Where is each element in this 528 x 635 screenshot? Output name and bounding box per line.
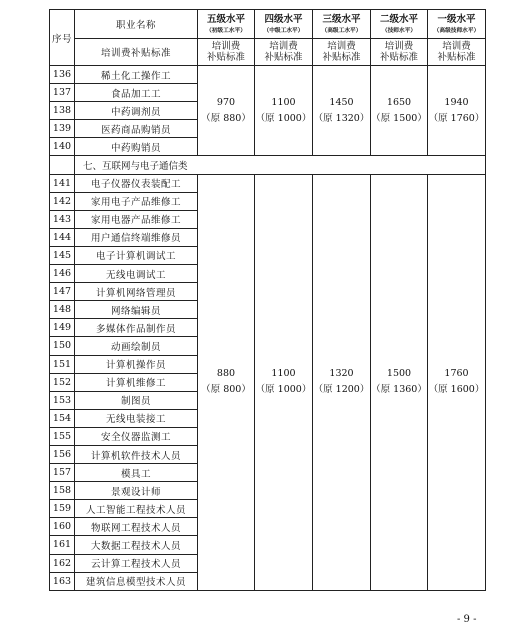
level-subtitle: （中级工水平） bbox=[263, 27, 304, 34]
row-number: 152 bbox=[50, 373, 75, 391]
level-header bbox=[198, 10, 255, 39]
occupation-name: 家用电器产品维修工 bbox=[75, 210, 198, 228]
subsidy-amount bbox=[198, 66, 255, 156]
occupation-name: 多媒体作品制作员 bbox=[75, 319, 198, 337]
category-spacer bbox=[50, 156, 75, 174]
subsidy-amount bbox=[255, 174, 313, 590]
header-row-standard bbox=[50, 39, 486, 66]
occupation-name: 安全仪器监测工 bbox=[75, 427, 198, 445]
subsidy-value: 1760 bbox=[444, 368, 469, 380]
page-number: - 9 - bbox=[457, 614, 477, 625]
occupation-name: 计算机操作员 bbox=[75, 355, 198, 373]
row-number: 140 bbox=[50, 138, 75, 156]
row-number: 138 bbox=[50, 102, 75, 120]
subsidy-value: 1100 bbox=[271, 368, 296, 380]
occupation-name: 电子计算机调试工 bbox=[75, 246, 198, 264]
level-standard-line: 补贴标准 bbox=[437, 52, 476, 63]
level-standard-line: 培训费 bbox=[269, 41, 298, 52]
level-header bbox=[313, 10, 371, 39]
subsidy-value: 1500 bbox=[386, 368, 412, 380]
subsidy-amount bbox=[313, 174, 371, 590]
level-title: 三级水平 bbox=[322, 14, 361, 25]
row-number: 153 bbox=[50, 391, 75, 409]
subsidy-original: （原 1500） bbox=[371, 112, 427, 124]
subsidy-table bbox=[49, 9, 486, 591]
row-number: 149 bbox=[50, 319, 75, 337]
level-standard-line: 培训费 bbox=[327, 41, 356, 52]
level-title: 四级水平 bbox=[264, 14, 303, 25]
subsidy-amount bbox=[371, 66, 428, 156]
level-standard-line: 补贴标准 bbox=[264, 52, 303, 63]
table-row bbox=[50, 174, 486, 192]
row-number: 136 bbox=[50, 66, 75, 84]
occupation-name: 无线电装接工 bbox=[75, 409, 198, 427]
category-title: 七、互联网与电子通信类 bbox=[75, 156, 486, 174]
subsidy-original: （原 1000） bbox=[255, 112, 312, 124]
level-header bbox=[255, 10, 313, 39]
occupation-name: 计算机网络管理员 bbox=[75, 283, 198, 301]
row-number: 147 bbox=[50, 283, 75, 301]
occupation-name: 模具工 bbox=[75, 464, 198, 482]
subsidy-value: 970 bbox=[216, 96, 236, 108]
level-standard-line: 补贴标准 bbox=[206, 52, 245, 63]
row-number: 157 bbox=[50, 464, 75, 482]
subsidy-original: （原 1600） bbox=[428, 384, 485, 396]
subsidy-original: （原 1360） bbox=[371, 384, 427, 396]
occupation-name: 人工智能工程技术人员 bbox=[75, 500, 198, 518]
occupation-name: 家用电子产品维修工 bbox=[75, 192, 198, 210]
row-number: 161 bbox=[50, 536, 75, 554]
row-number: 142 bbox=[50, 192, 75, 210]
row-number: 137 bbox=[50, 84, 75, 102]
level-title: 五级水平 bbox=[206, 14, 245, 25]
row-number: 160 bbox=[50, 518, 75, 536]
occupation-name: 物联网工程技术人员 bbox=[75, 518, 198, 536]
row-number: 155 bbox=[50, 427, 75, 445]
subsidy-value: 1450 bbox=[329, 96, 354, 108]
row-number: 143 bbox=[50, 210, 75, 228]
seq-header: 序号 bbox=[50, 10, 75, 66]
level-standard-header bbox=[371, 39, 428, 66]
row-number: 163 bbox=[50, 572, 75, 590]
standard-header: 培训费补贴标准 bbox=[75, 39, 198, 66]
table-row bbox=[50, 66, 486, 84]
level-standard-line: 补贴标准 bbox=[322, 52, 361, 63]
level-header bbox=[428, 10, 486, 39]
subsidy-value: 1940 bbox=[444, 96, 469, 108]
occupation-name: 电子仪器仪表装配工 bbox=[75, 174, 198, 192]
level-standard-line: 培训费 bbox=[211, 41, 241, 52]
occupation-name: 计算机维修工 bbox=[75, 373, 198, 391]
subsidy-amount bbox=[428, 174, 486, 590]
level-header bbox=[371, 10, 428, 39]
row-number: 159 bbox=[50, 500, 75, 518]
subsidy-original: （原 800） bbox=[201, 384, 251, 396]
subsidy-original: （原 880） bbox=[201, 112, 251, 124]
subsidy-original: （原 1760） bbox=[428, 112, 485, 124]
row-number: 151 bbox=[50, 355, 75, 373]
level-subtitle: （高级工水平） bbox=[321, 27, 362, 34]
level-subtitle: （技师水平） bbox=[381, 27, 417, 34]
subsidy-original: （原 1320） bbox=[313, 112, 370, 124]
level-standard-line: 培训费 bbox=[384, 41, 414, 52]
occupation-name: 用户通信终端维修员 bbox=[75, 228, 198, 246]
level-standard-header bbox=[198, 39, 255, 66]
level-standard-header bbox=[428, 39, 486, 66]
level-standard-header bbox=[313, 39, 371, 66]
occupation-name: 景观设计师 bbox=[75, 482, 198, 500]
row-number: 150 bbox=[50, 337, 75, 355]
subsidy-amount bbox=[428, 66, 486, 156]
occupation-name: 制图员 bbox=[75, 391, 198, 409]
occupation-header: 职业名称 bbox=[75, 10, 198, 39]
level-title: 一级水平 bbox=[437, 14, 476, 25]
occupation-name: 建筑信息模型技术人员 bbox=[75, 572, 198, 590]
subsidy-value: 1650 bbox=[386, 96, 412, 108]
header-row-levels bbox=[50, 10, 486, 39]
occupation-name: 稀土化工操作工 bbox=[75, 66, 198, 84]
occupation-name: 计算机软件技术人员 bbox=[75, 445, 198, 463]
occupation-name: 医药商品购销员 bbox=[75, 120, 198, 138]
occupation-name: 云计算工程技术人员 bbox=[75, 554, 198, 572]
subsidy-original: （原 1000） bbox=[255, 384, 312, 396]
row-number: 145 bbox=[50, 246, 75, 264]
subsidy-value: 880 bbox=[216, 368, 236, 380]
level-title: 二级水平 bbox=[379, 14, 418, 25]
row-number: 162 bbox=[50, 554, 75, 572]
row-number: 148 bbox=[50, 301, 75, 319]
category-row bbox=[50, 156, 486, 174]
subsidy-amount bbox=[198, 174, 255, 590]
level-standard-header bbox=[255, 39, 313, 66]
row-number: 141 bbox=[50, 174, 75, 192]
occupation-name: 动画绘制员 bbox=[75, 337, 198, 355]
occupation-name: 大数据工程技术人员 bbox=[75, 536, 198, 554]
row-number: 154 bbox=[50, 409, 75, 427]
subsidy-amount bbox=[313, 66, 371, 156]
level-subtitle: （高级技师水平） bbox=[433, 27, 480, 34]
row-number: 139 bbox=[50, 120, 75, 138]
occupation-name: 无线电调试工 bbox=[75, 265, 198, 283]
row-number: 144 bbox=[50, 228, 75, 246]
occupation-name: 中药购销员 bbox=[75, 138, 198, 156]
level-standard-line: 补贴标准 bbox=[379, 52, 418, 63]
row-number: 158 bbox=[50, 482, 75, 500]
subsidy-value: 1320 bbox=[329, 368, 354, 380]
level-subtitle: （初级工水平） bbox=[206, 27, 246, 34]
occupation-name: 食品加工工 bbox=[75, 84, 198, 102]
occupation-name: 中药调剂员 bbox=[75, 102, 198, 120]
subsidy-amount bbox=[371, 174, 428, 590]
row-number: 146 bbox=[50, 265, 75, 283]
subsidy-original: （原 1200） bbox=[313, 384, 370, 396]
occupation-name: 网络编辑员 bbox=[75, 301, 198, 319]
level-standard-line: 培训费 bbox=[442, 41, 471, 52]
subsidy-value: 1100 bbox=[271, 96, 296, 108]
subsidy-amount bbox=[255, 66, 313, 156]
row-number: 156 bbox=[50, 445, 75, 463]
